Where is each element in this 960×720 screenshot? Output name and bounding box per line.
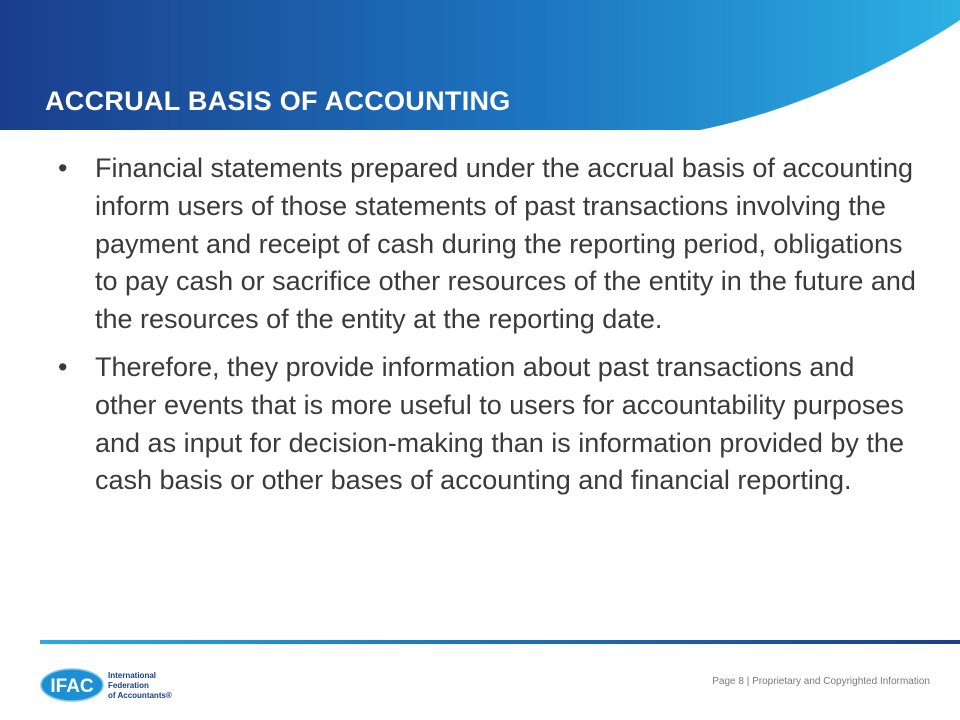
- bullet-list: [58, 150, 918, 510]
- logo-name-line3: of Accountants®: [108, 691, 172, 700]
- bullet-text: Financial statements prepared under the accrual basis of accounting inform users of those statements of past transactions involving the payment and receipt of cash during the reporting period, obligations to pay cash or sacrifice other resources of the entity in the future and the resources of the entity at the reporting date.: [95, 153, 916, 335]
- bullet-text: Therefore, they provide information about past transactions and other events that is more useful to users for accountability purposes and as input for decision-making than is information provided by the cash basis or other bases of accounting and financial reporting.: [95, 351, 904, 496]
- bullet-dot: •: [58, 153, 68, 183]
- slide-title: ACCRUAL BASIS OF ACCOUNTING: [45, 86, 511, 116]
- logo-abbrev: IFAC: [50, 676, 94, 697]
- bullet-dot: •: [58, 351, 68, 382]
- footer-divider: [40, 640, 960, 644]
- page-info: Page 8 | Proprietary and Copyrighted Information: [712, 676, 930, 687]
- ifac-logo: [40, 666, 180, 706]
- bullet-item: [58, 150, 918, 339]
- bullet-item: [58, 349, 918, 500]
- logo-name-line2: Federation: [108, 681, 149, 690]
- logo-name-line1: International: [108, 671, 157, 680]
